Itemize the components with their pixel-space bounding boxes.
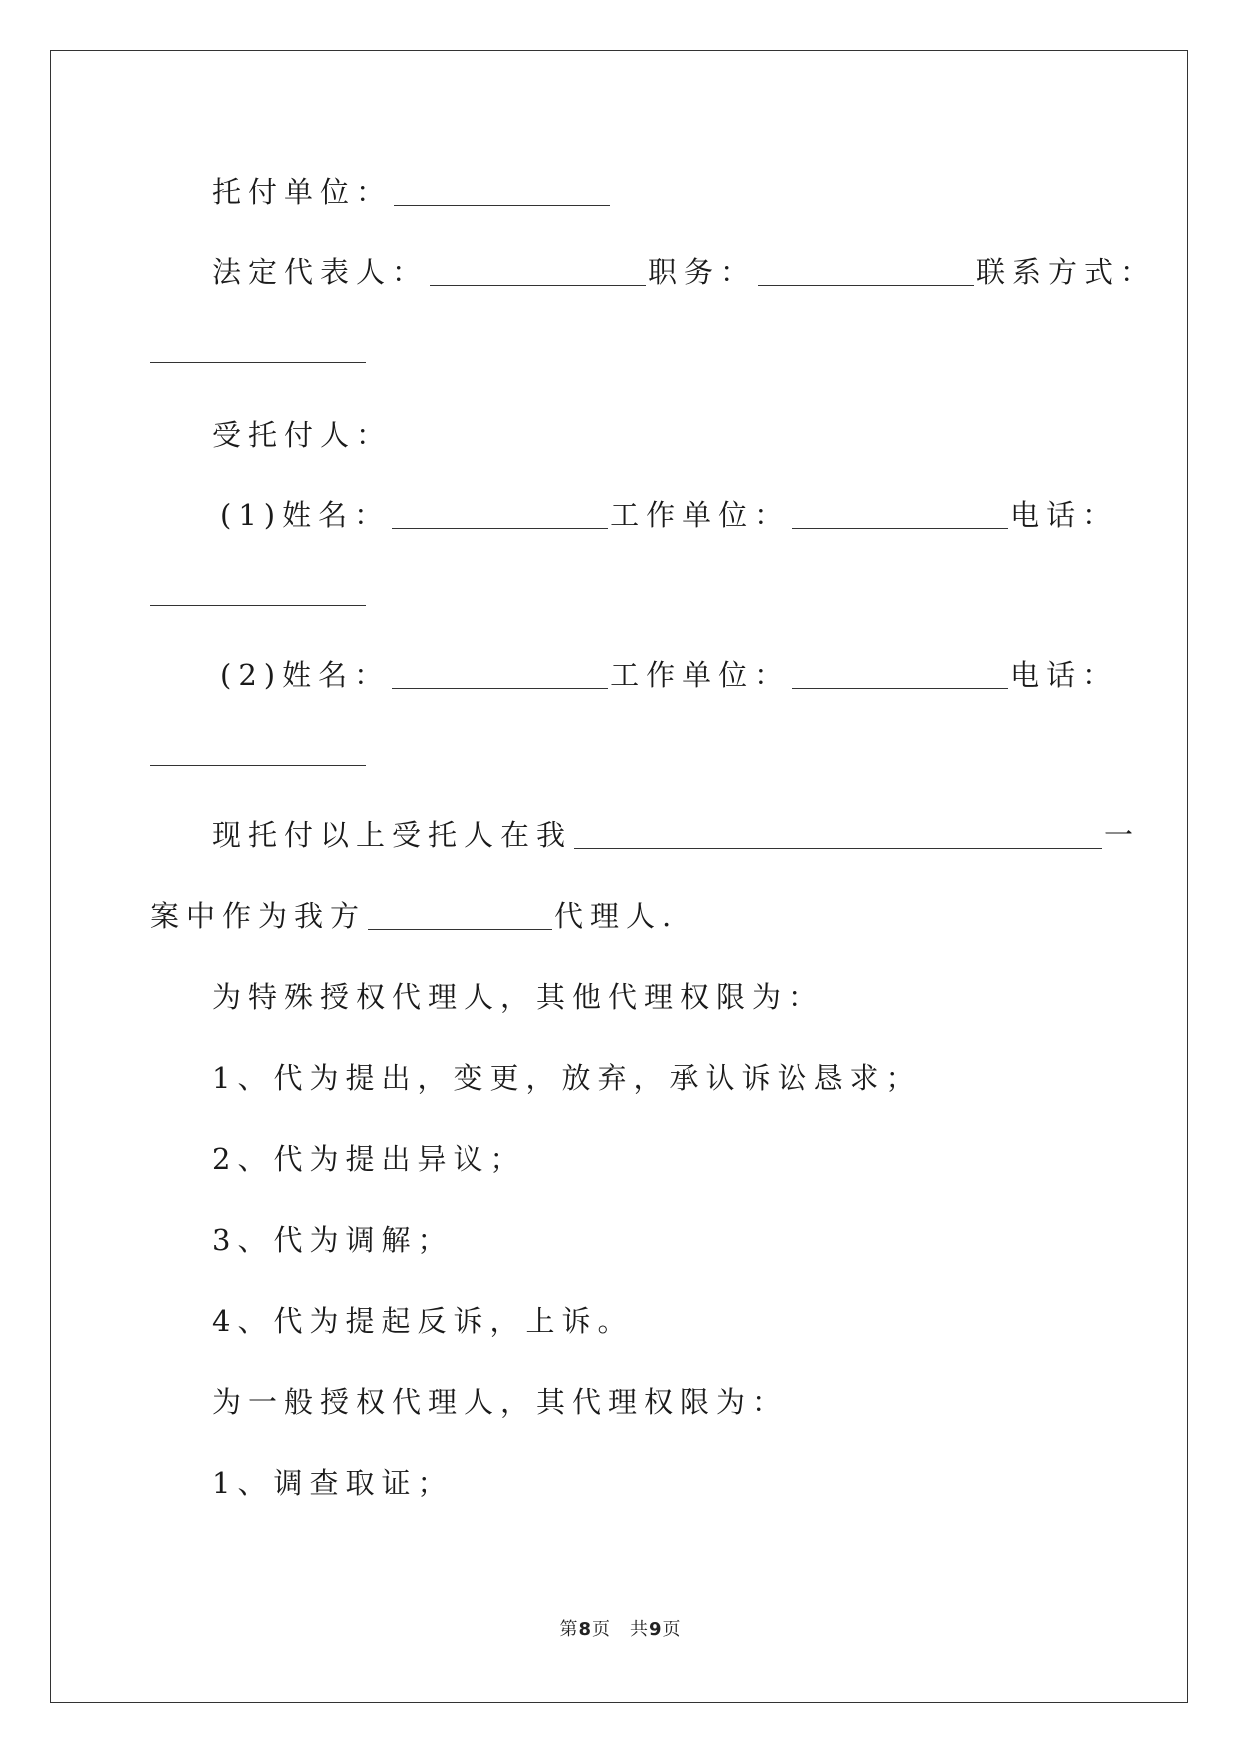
agent1-work-label: 工作单位： [610,498,791,532]
general-heading-line [212,1382,788,1422]
special-item-1-text: 1、代为提出，变更，放弃，承认诉讼恳求； [212,1061,922,1095]
page-number [0,1615,1241,1641]
special-heading-line [212,977,824,1017]
client-unit-label: 托付单位： [212,175,393,209]
entrust-a-text: 现托付以上受托人在我 [212,818,573,852]
page-mid: 页 共 [592,1619,649,1640]
entrust-line-a [212,815,1140,855]
agent2-phone-label: 电话： [1010,658,1119,692]
agent1-name-label: (1)姓名： [220,498,391,532]
special-heading: 为特殊授权代理人，其他代理权限为： [212,980,825,1014]
agent1-work-blank[interactable] [792,500,1008,529]
special-item-1 [212,1058,921,1098]
agent2-work-blank[interactable] [792,660,1008,689]
client-unit-blank[interactable] [394,177,610,206]
legal-rep-label: 法定代表人： [212,255,429,289]
special-item-2-text: 2、代为提出异议； [212,1142,526,1176]
agent2-name-blank[interactable] [392,660,608,689]
general-item-1 [212,1463,453,1503]
contact-blank[interactable] [150,362,366,363]
legal-rep-blank[interactable] [430,257,646,286]
page-suffix: 页 [662,1619,682,1640]
agent2-phone-blank[interactable] [150,765,366,766]
special-item-3-text: 3、代为调解； [212,1223,454,1257]
page-prefix: 第 [559,1619,579,1640]
entrust-b-text: 案中作为我方 [150,899,367,933]
special-item-4 [212,1301,633,1341]
general-heading: 为一般授权代理人，其代理权限为： [212,1385,789,1419]
agent1-phone-label: 电话： [1010,498,1119,532]
agent2-name-label: (2)姓名： [220,658,391,692]
agent-heading: 受托付人： [212,418,393,452]
agent1-line [220,495,1118,535]
party-blank[interactable] [368,901,552,930]
total-pages: 9 [649,1619,663,1640]
agent2-work-label: 工作单位： [610,658,791,692]
entrust-b-end: 代理人. [554,899,679,933]
position-blank[interactable] [758,257,974,286]
page-border [50,50,1188,1703]
entrust-a-end: 一 [1104,818,1141,852]
special-item-2 [212,1139,525,1179]
agent-heading-line [212,415,392,455]
special-item-4-text: 4、代为提起反诉，上诉。 [212,1304,634,1338]
contact-label: 联系方式： [976,255,1157,289]
agent1-phone-blank[interactable] [150,605,366,606]
general-item-1-text: 1、调查取证； [212,1466,454,1500]
entrust-line-b [150,896,678,936]
agent1-name-blank[interactable] [392,500,608,529]
agent2-line [220,655,1118,695]
special-item-3 [212,1220,453,1260]
case-blank[interactable] [574,820,1102,849]
position-label: 职务： [648,255,757,289]
current-page: 8 [578,1619,592,1640]
client-unit-line [212,172,612,212]
legal-rep-line [212,252,1156,292]
